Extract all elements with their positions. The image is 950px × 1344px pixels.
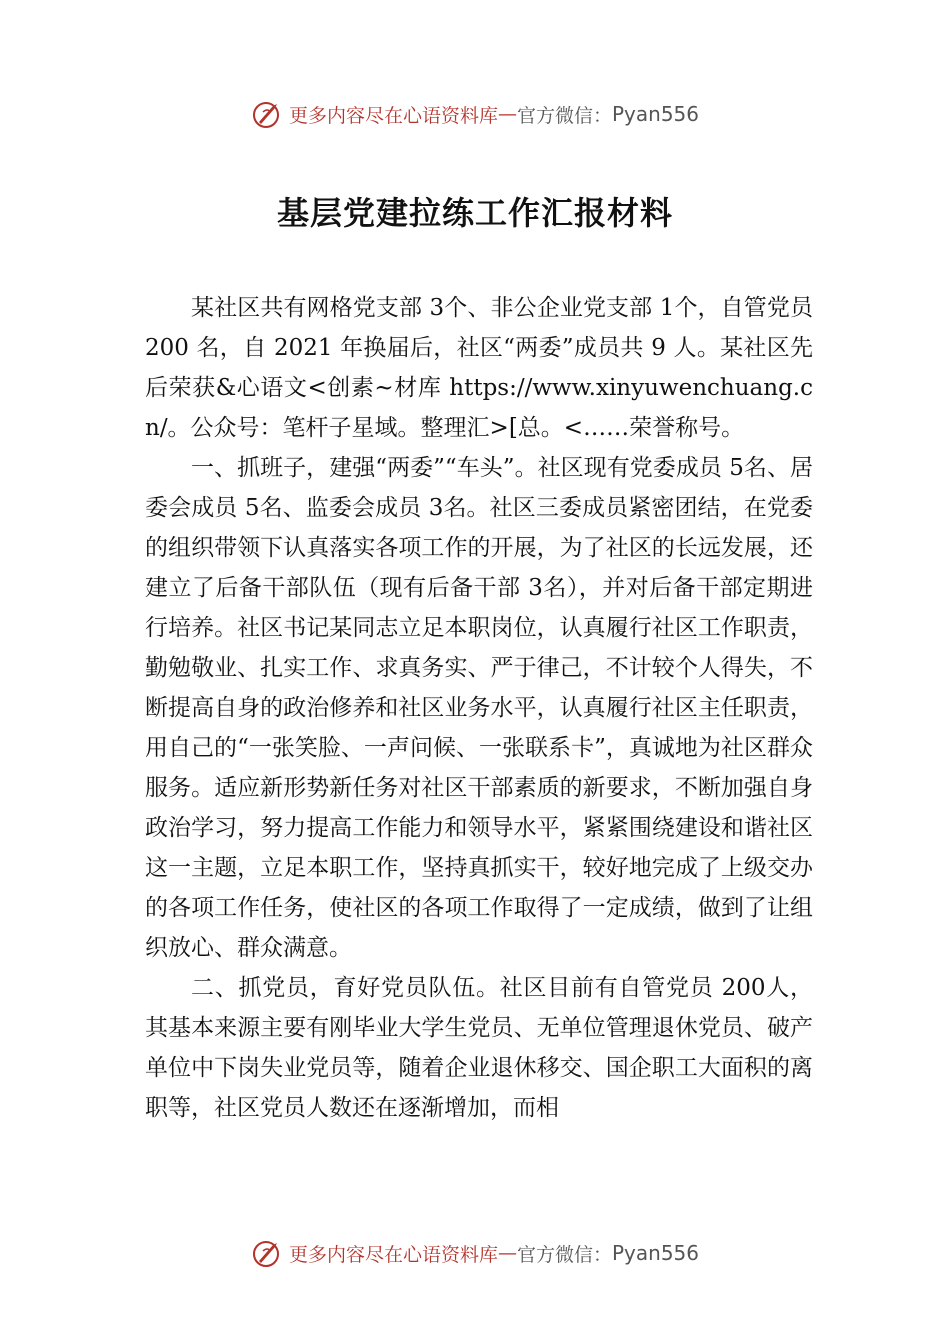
paragraph-section-1: 一、抓班子，建强“两委”“车头”。社区现有党委成员 5名、居委会成员 5名、监委会成员 3名。社区三委成员紧密团结，在党委的组织带领下认真落实各项工作的开展，为了社区的长远发展，还建立了后备干部队伍（现有后备干部 3名），并对后备干部定期进行培养。社区书记某同志立足本职岗位，认真履行社区工作职责，勤勉敬业、扎实工作、求真务实、严于律己，不计较个人得失，不断提高自身的政治修养和社区业务水平，认真履行社区主任职责，用自己的“一张笑脸、一声问候、一张联系卡”，真诚地为社区群众服务。适应新形势新任务对社区干部素质的新要求，不断加强自身政治学习，努力提高工作能力和领导水平，紧紧围绕建设和谐社区这一主题，立足本职工作，坚持真抓实干，较好地完成了上级交办的各项工作任务，使社区的各项工作取得了一定成绩，做到了让组织放心、群众满意。 [145, 455, 813, 961]
banner-wechat-label: 官方微信： [516, 1243, 612, 1266]
paragraph-section-2: 二、抓党员，育好党员队伍。社区目前有自管党员 200人，其基本来源主要有刚毕业大学生党员、无单位管理退休党员、破产单位中下岗失业党员等，随着企业退休移交、国企职工大面积的离职等，社区党员人数还在逐渐增加，而相 [145, 975, 813, 1121]
banner-wechat-label: 官方微信： [516, 104, 612, 127]
header-banner [0, 94, 950, 134]
pen-logo-icon [251, 98, 283, 130]
banner-account-id: Pyan556 [612, 102, 700, 126]
paragraph-intro: 某社区共有网格党支部 3个、非公企业党支部 1个，自管党员 200 名，自 2021 年换届后，社区“两委”成员共 9 人。某社区先后荣获&心语文<创素~材库 https://www.xinyuwenchuang.cn/。公众号：笔杆子星域。整理汇>[总。<……荣誉称号。 [145, 295, 813, 441]
banner-dash: — [497, 1242, 517, 1264]
footer-banner [0, 1233, 950, 1273]
banner-account-id: Pyan556 [612, 1241, 700, 1265]
document-title: 基层党建拉练工作汇报材料 [276, 194, 673, 232]
banner-promo-text: 更多内容尽在心语资料库 [288, 104, 498, 127]
banner-promo-text: 更多内容尽在心语资料库 [288, 1243, 498, 1266]
document-body [145, 288, 813, 1128]
pen-logo-icon [251, 1237, 283, 1269]
banner-dash: — [497, 103, 517, 125]
